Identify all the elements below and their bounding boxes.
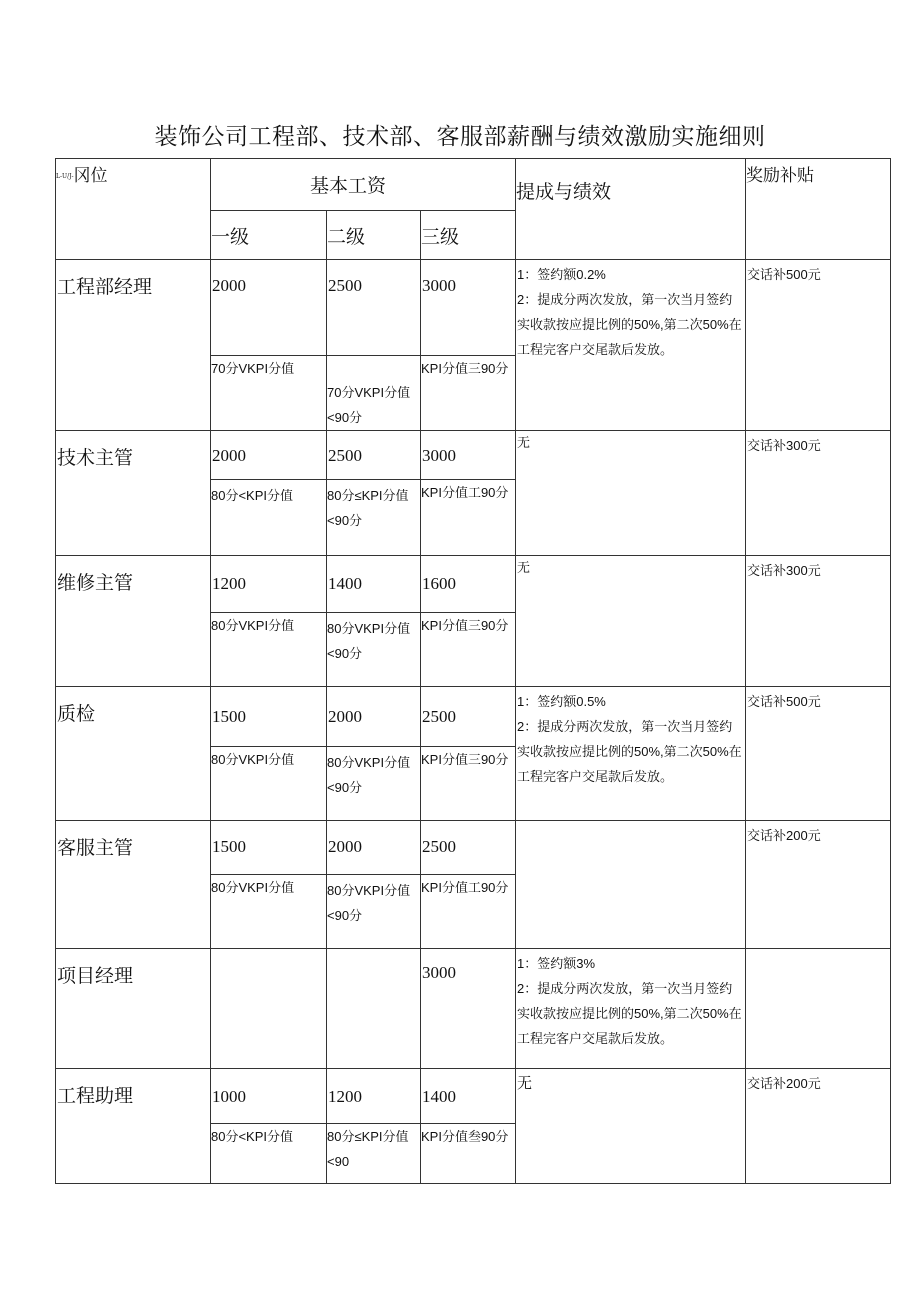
condition-level-1: 80分<KPI分值 [211,1124,327,1184]
performance-line: 1：签约额0.2% [517,267,606,282]
salary-level-3: 1400 [421,1069,516,1124]
document-title: 装饰公司工程部、技术部、客服部薪酬与绩效激励实施细则 [154,124,766,150]
salary-table [55,158,891,1184]
allowance-cell: 交话补500元 [746,687,891,821]
salary-level-2: 2500 [327,431,421,480]
condition-level-2: 80分VKPI分值<90分 [327,613,421,687]
table-row [56,687,891,747]
salary-level-1: 2000 [211,260,327,356]
allowance-cell: 交话补200元 [746,1069,891,1184]
header-base-salary: 基本工资 [211,159,516,211]
header-position [56,159,211,260]
condition-level-1: 80分<KPI分值 [211,480,327,556]
performance-cell [516,556,746,687]
position-name: 工程助理 [56,1069,211,1184]
salary-level-3: 3000 [421,431,516,480]
condition-level-1: 80分VKPI分值 [211,875,327,949]
condition-level-2: 80分≤KPI分值<90分 [327,480,421,556]
condition-level-2: 70分VKPI分值<90分 [327,356,421,431]
salary-level-1: 2000 [211,431,327,480]
condition-level-3: KPI分值三90分 [421,356,516,431]
salary-level-1: 1200 [211,556,327,613]
salary-level-1 [211,949,327,1069]
condition-level-1: 80分VKPI分值 [211,613,327,687]
performance-line: 无 [517,436,531,451]
table-row [56,821,891,875]
header-level-2: 二级 [327,211,421,260]
condition-level-3: KPI分值工90分 [421,875,516,949]
allowance-cell: 交话补200元 [746,821,891,949]
header-row [56,159,891,211]
position-name: 项目经理 [56,949,211,1069]
position-name: 技术主管 [56,431,211,556]
table-row [56,556,891,613]
performance-line: 2：提成分两次发放，第一次当月签约实收款按应提比例的50%,第二次50%在工程完客户交尾款后发放。 [517,292,742,357]
performance-cell [516,431,746,556]
condition-level-1: 80分VKPI分值 [211,747,327,821]
table-row [56,260,891,356]
header-position-label: 冈位 [73,166,108,186]
salary-level-1: 1500 [211,821,327,875]
salary-level-1: 1500 [211,687,327,747]
performance-line: 2：提成分两次发放，第一次当月签约实收款按应提比例的50%,第二次50%在工程完客户交尾款后发放。 [517,981,742,1046]
header-level-1: 一级 [211,211,327,260]
table-row [56,949,891,1069]
table-row [56,1069,891,1124]
position-name: 维修主管 [56,556,211,687]
salary-level-3: 1600 [421,556,516,613]
condition-level-3: KPI分值三90分 [421,747,516,821]
performance-line: 无 [517,1074,533,1092]
header-performance: 提成与绩效 [516,159,746,260]
salary-level-3: 2500 [421,821,516,875]
position-name: 质检 [56,687,211,821]
condition-level-1: 70分VKPI分值 [211,356,327,431]
allowance-cell: 交话补300元 [746,556,891,687]
salary-level-2 [327,949,421,1069]
performance-line: 1：签约额3% [517,956,596,971]
performance-line: 无 [517,561,531,576]
condition-level-3: KPI分值工90分 [421,480,516,556]
position-name: 客服主管 [56,821,211,949]
condition-level-2: 80分VKPI分值<90分 [327,747,421,821]
position-name: 工程部经理 [56,260,211,431]
salary-level-3: 2500 [421,687,516,747]
condition-level-3: KPI分值叁90分 [421,1124,516,1184]
table-row [56,431,891,480]
salary-level-2: 2000 [327,821,421,875]
header-allowance: 奖励补贴 [746,159,891,260]
performance-cell [516,260,746,431]
salary-level-1: 1000 [211,1069,327,1124]
salary-level-2: 2500 [327,260,421,356]
performance-line: 2：提成分两次发放，第一次当月签约实收款按应提比例的50%,第二次50%在工程完客户交尾款后发放。 [517,719,742,784]
allowance-cell: 交话补300元 [746,431,891,556]
performance-cell [516,687,746,821]
header-level-3: 三级 [421,211,516,260]
performance-cell [516,1069,746,1184]
performance-line: 1：签约额0.5% [517,694,606,709]
allowance-cell: 交话补500元 [746,260,891,431]
performance-cell [516,821,746,949]
salary-level-3: 3000 [421,949,516,1069]
allowance-cell [746,949,891,1069]
condition-level-2: 80分VKPI分值<90分 [327,875,421,949]
salary-level-2: 2000 [327,687,421,747]
salary-level-2: 1400 [327,556,421,613]
condition-level-2: 80分≤KPI分值<90 [327,1124,421,1184]
performance-cell [516,949,746,1069]
salary-level-2: 1200 [327,1069,421,1124]
salary-level-3: 3000 [421,260,516,356]
header-position-prefix: L-U/J- [56,173,74,180]
condition-level-3: KPI分值三90分 [421,613,516,687]
